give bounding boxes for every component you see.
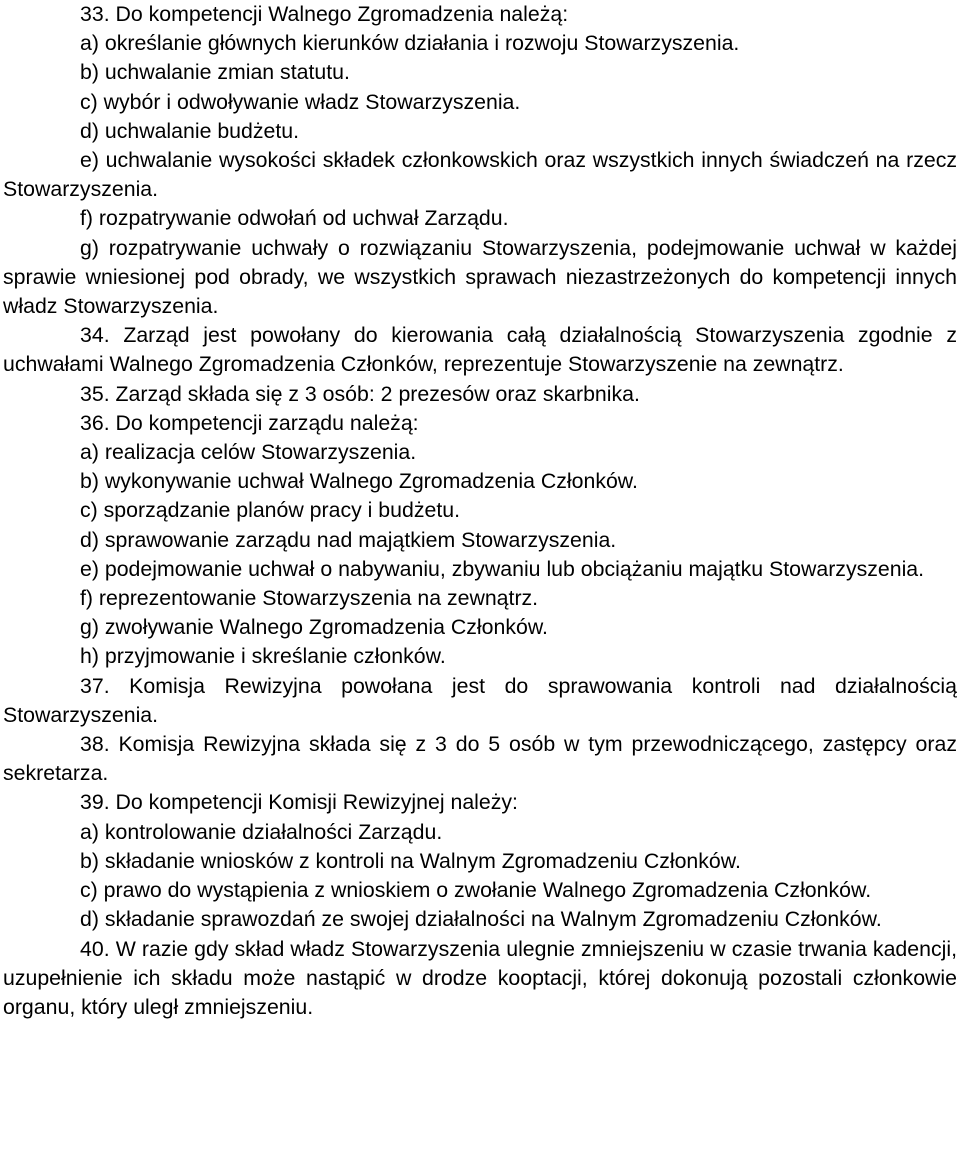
paragraph-33-g: g) rozpatrywanie uchwały o rozwiązaniu Stowarzyszenia, podejmowanie uchwał w każdej sprawie wniesionej pod obrady, we wszystkich sprawach niezastrzeżonych do kompetencji innych władz Stowarzyszenia. xyxy=(3,235,957,319)
paragraph-33-d: d) uchwalanie budżetu. xyxy=(80,118,300,143)
paragraph-39-c: c) prawo do wystąpienia z wnioskiem o zwołanie Walnego Zgromadzenia Członków. xyxy=(80,878,872,903)
paragraph-37: 37. Komisja Rewizyjna powołana jest do sprawowania kontroli nad działalnością Stowarzyszenia. xyxy=(3,673,957,727)
paragraph-36-h: h) przyjmowanie i skreślanie członków. xyxy=(80,644,446,669)
paragraph-33-e: e) uchwalanie wysokości składek członkowskich oraz wszystkich innych świadczeń na rzecz Stowarzyszenia. xyxy=(3,148,957,202)
paragraph-36-c: c) sporządzanie planów pracy i budżetu. xyxy=(80,498,461,523)
paragraph-36-b: b) wykonywanie uchwał Walnego Zgromadzenia Członków. xyxy=(80,469,638,494)
paragraph-36-e: e) podejmowanie uchwał o nabywaniu, zbywaniu lub obciążaniu majątku Stowarzyszenia. xyxy=(80,556,925,581)
paragraph-35: 35. Zarząd składa się z 3 osób: 2 prezesów oraz skarbnika. xyxy=(80,381,640,406)
paragraph-36-f: f) reprezentowanie Stowarzyszenia na zewnątrz. xyxy=(80,586,539,611)
paragraph-39-b: b) składanie wniosków z kontroli na Walnym Zgromadzeniu Członków. xyxy=(80,848,741,873)
paragraph-36-a: a) realizacja celów Stowarzyszenia. xyxy=(80,440,417,465)
paragraph-40: 40. W razie gdy skład władz Stowarzyszenia ulegnie zmniejszeniu w czasie trwania kadencji, uzupełnienie ich składu może nastąpić w drodze kooptacji, której dokonują pozostali członkowie organu, który uległ zmniejszeniu. xyxy=(3,936,957,1019)
paragraph-36-g: g) zwoływanie Walnego Zgromadzenia Członków. xyxy=(80,615,548,640)
paragraph-39-a: a) kontrolowanie działalności Zarządu. xyxy=(80,819,443,844)
document-body xyxy=(3,0,957,1022)
paragraph-38: 38. Komisja Rewizyjna składa się z 3 do 5 osób w tym przewodniczącego, zastępcy oraz sekretarza. xyxy=(3,732,957,786)
paragraph-33-heading: 33. Do kompetencji Walnego Zgromadzenia należą: xyxy=(80,2,569,26)
paragraph-36-heading: 36. Do kompetencji zarządu należą: xyxy=(80,410,419,435)
paragraph-33-f: f) rozpatrywanie odwołań od uchwał Zarządu. xyxy=(80,206,509,231)
paragraph-36-d: d) sprawowanie zarządu nad majątkiem Stowarzyszenia. xyxy=(80,527,617,552)
paragraph-33-c: c) wybór i odwoływanie władz Stowarzyszenia. xyxy=(80,89,521,114)
paragraph-39-heading: 39. Do kompetencji Komisji Rewizyjnej należy: xyxy=(80,790,518,815)
paragraph-39-d: d) składanie sprawozdań ze swojej działalności na Walnym Zgromadzeniu Członków. xyxy=(80,907,882,932)
paragraph-33-a: a) określanie głównych kierunków działania i rozwoju Stowarzyszenia. xyxy=(80,31,740,56)
paragraph-34: 34. Zarząd jest powołany do kierowania całą działalnością Stowarzyszenia zgodnie z uchwałami Walnego Zgromadzenia Członków, reprezentuje Stowarzyszenie na zewnątrz. xyxy=(3,323,957,377)
paragraph-33-b: b) uchwalanie zmian statutu. xyxy=(80,60,350,85)
